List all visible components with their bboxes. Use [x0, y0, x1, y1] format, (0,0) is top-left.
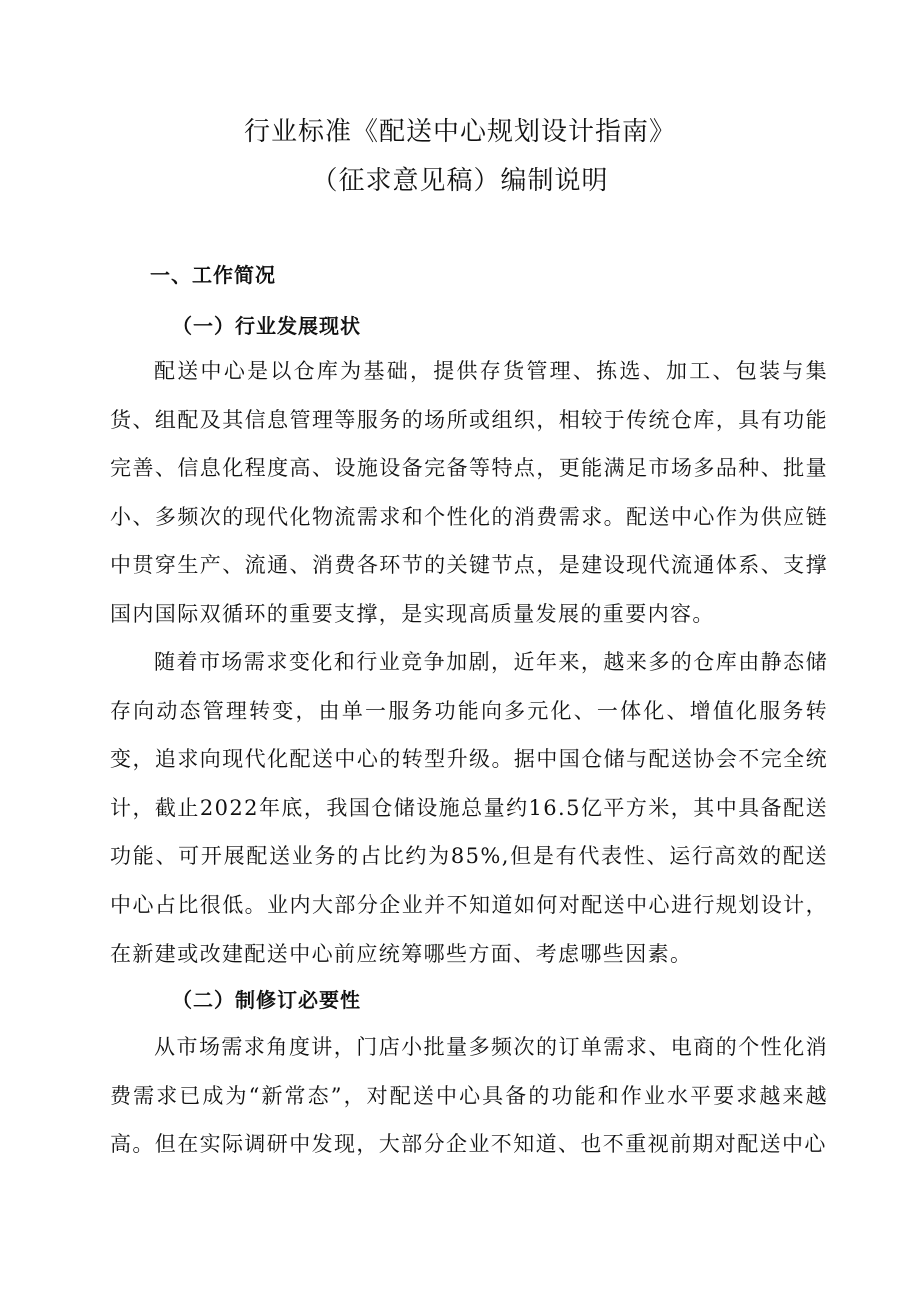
document-title-line2: （征求意见稿）编制说明: [311, 166, 609, 196]
paragraph-market-demand: 从市场需求角度讲，门店小批量多频次的订单需求、电商的个性化消费需求已成为“新常态”，对配送中心具备的功能和作业水平要求越来越高。但在实际调研中发现，大部分企业不知道、也不重视前期对配送中心: [110, 1035, 828, 1157]
subsection-heading-necessity: （二）制修订必要性: [172, 988, 361, 1012]
section-heading-work-overview: 一、工作简况: [150, 263, 276, 287]
paragraph-distribution-center-definition: 配送中心是以仓库为基础，提供存货管理、拣选、加工、包装与集货、组配及其信息管理等服务的场所或组织，相较于传统仓库，具有功能完善、信息化程度高、设施设备完备等特点，更能满足市场多品种、批量小、多频次的现代化物流需求和个性化的消费需求。配送中心作为供应链中贯穿生产、流通、消费各环节的关键节点，是建设现代流通体系、支撑国内国际双循环的重要支撑，是实现高质量发展的重要内容。: [110, 359, 828, 626]
paragraph-market-trend: 随着市场需求变化和行业竞争加剧，近年来，越来多的仓库由静态储存向动态管理转变，由单一服务功能向多元化、一体化、增值化服务转变，追求向现代化配送中心的转型升级。据中国仓储与配送协会不完全统计，截止2022年底，我国仓储设施总量约16.5亿平方米，其中具备配送功能、可开展配送业务的占比约为85%,但是有代表性、运行高效的配送中心占比很低。业内大部分企业并不知道如何对配送中心进行规划设计，在新建或改建配送中心前应统筹哪些方面、考虑哪些因素。: [110, 650, 828, 966]
document-title-line1: 行业标准《配送中心规划设计指南》: [243, 117, 676, 147]
subsection-heading-industry-status: （一）行业发展现状: [172, 314, 361, 338]
